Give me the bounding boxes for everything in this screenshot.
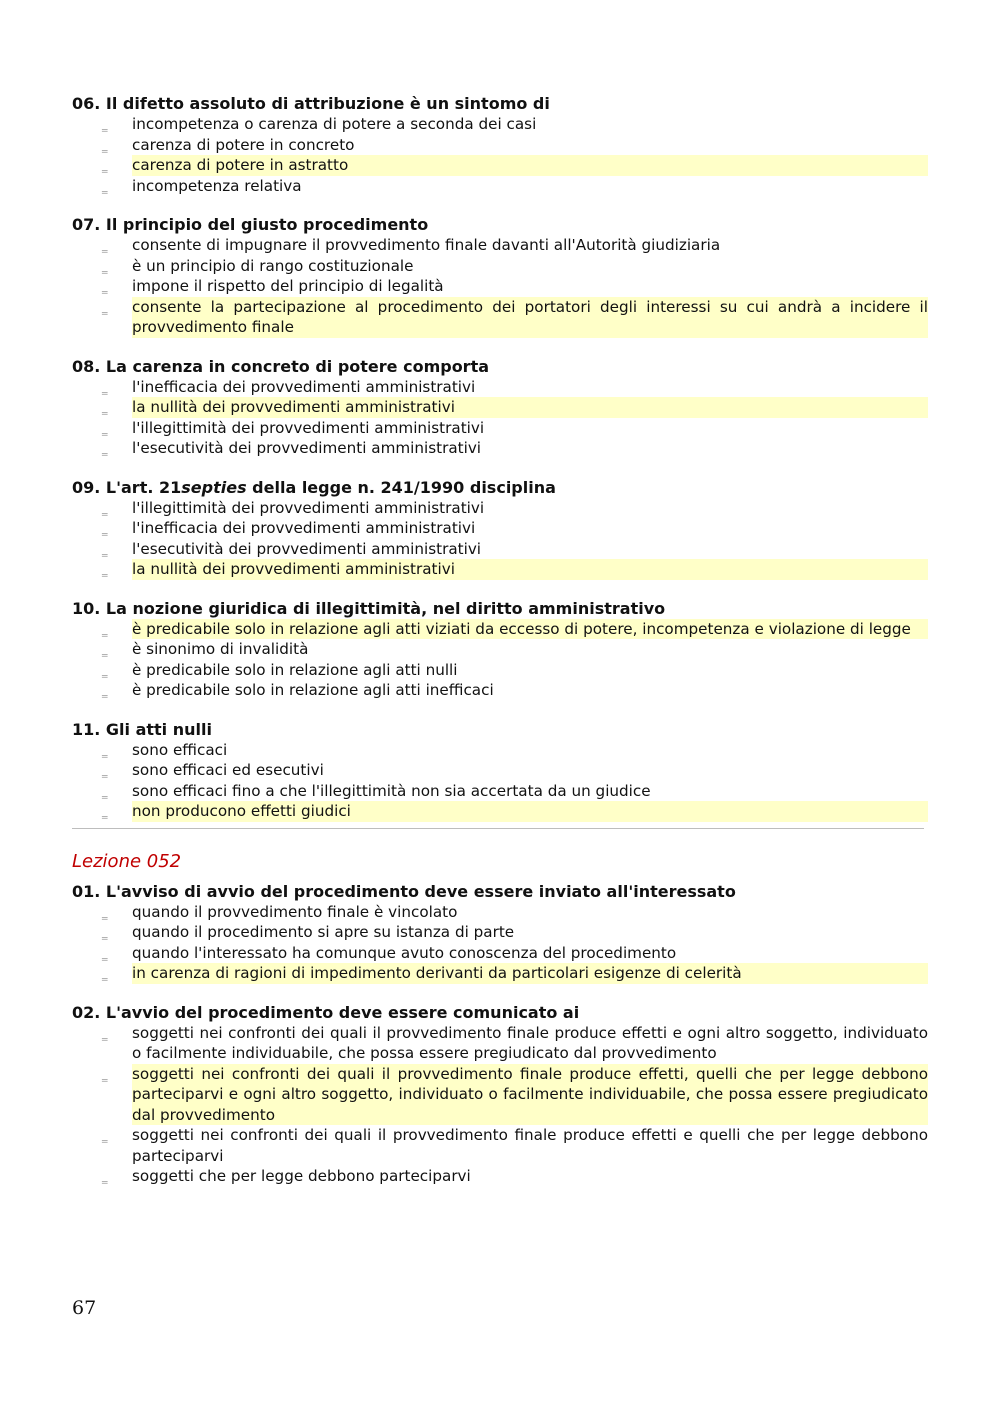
question-title: 08. La carenza in concreto di potere comporta: [72, 356, 490, 376]
answer-option-correct: [72, 397, 928, 418]
answer-option-correct: [72, 1064, 928, 1126]
answer-text: quando il procedimento si apre su istanza di parte: [132, 923, 515, 941]
answer-option: [72, 418, 928, 439]
answer-option: [72, 639, 928, 660]
answer-text: la nullità dei provvedimenti amministrativi: [132, 398, 455, 416]
bullet-dash-icon: ‗: [102, 785, 108, 799]
answer-option: [72, 518, 928, 539]
answer-option: [72, 235, 928, 256]
bullet-dash-icon: ‗: [102, 806, 108, 819]
bullet-dash-icon: ‗: [102, 623, 108, 637]
bullet-dash-icon: ‗: [102, 260, 108, 274]
answer-option: [72, 943, 928, 964]
bullet-dash-icon: ‗: [102, 927, 108, 940]
answer-text: sono efficaci: [132, 740, 228, 759]
answer-text: è sinonimo di invalidità: [132, 640, 309, 658]
bullet-dash-icon: ‗: [102, 139, 108, 153]
answer-text: soggetti che per legge debbono parteciparvi: [132, 1167, 471, 1185]
answer-option-correct: [72, 963, 928, 984]
answer-option: [72, 922, 928, 943]
answer-text: impone il rispetto del principio di legalità: [132, 277, 444, 295]
question-title-part: 09. L'art. 21: [72, 477, 182, 497]
question-title: 07. Il principio del giusto procedimento: [72, 215, 429, 234]
bullet-dash-icon: ‗: [102, 119, 108, 132]
answer-text: sono efficaci ed esecutivi: [132, 761, 324, 779]
answer-option: [72, 377, 928, 398]
answer-option-correct: [72, 801, 928, 822]
bullet-dash-icon: ‗: [102, 543, 108, 557]
question-08: [72, 357, 928, 459]
answer-text: incompetenza relativa: [132, 176, 302, 195]
bullet-dash-icon: ‗: [102, 240, 108, 253]
section-lezione-052: [72, 882, 928, 1187]
question-title: 02. L'avvio del procedimento deve essere comunicato ai: [72, 1002, 580, 1022]
answer-text: soggetti nei confronti dei quali il provvedimento finale produce effetti e ogni altro soggetto, individuato o facilmente individuabile, che possa essere pregiudicato dal provvedimento: [132, 1023, 928, 1062]
answer-text: soggetti nei confronti dei quali il provvedimento finale produce effetti e quelli che per legge debbono parteciparvi: [132, 1126, 928, 1165]
answer-text: è predicabile solo in relazione agli atti viziati da eccesso di potere, incompetenza e violazione di legge: [132, 619, 911, 638]
bullet-dash-icon: ‗: [102, 744, 108, 758]
answer-option: [72, 1125, 928, 1166]
question-title: [72, 478, 928, 498]
answer-text: l'inefficacia dei provvedimenti amministrativi: [132, 519, 476, 537]
question-01: [72, 882, 928, 984]
answer-option: [72, 760, 928, 781]
bullet-dash-icon: ‗: [102, 180, 108, 194]
answer-option: [72, 680, 928, 701]
answer-option: [72, 539, 928, 560]
bullet-dash-icon: ‗: [102, 1068, 108, 1082]
answer-option-correct: [72, 559, 928, 580]
answer-list: [72, 740, 928, 822]
answer-text: quando il provvedimento finale è vincolato: [132, 902, 458, 921]
answer-text: l'inefficacia dei provvedimenti amministrativi: [132, 377, 476, 396]
answer-list: [72, 902, 928, 984]
bullet-dash-icon: ‗: [102, 765, 108, 778]
bullet-dash-icon: ‗: [102, 281, 108, 294]
page-content: [72, 94, 928, 1206]
answer-option-correct: [72, 155, 928, 176]
answer-option: [72, 902, 928, 923]
answer-text: la nullità dei provvedimenti amministrativi: [132, 560, 455, 578]
answer-list: [72, 619, 928, 701]
answer-text: è predicabile solo in relazione agli atti inefficaci: [132, 681, 494, 699]
bullet-dash-icon: ‗: [102, 947, 108, 961]
question-11: [72, 720, 928, 822]
bullet-dash-icon: ‗: [102, 906, 108, 920]
answer-text: carenza di potere in concreto: [132, 135, 355, 154]
answer-text: consente la partecipazione al procedimento dei portatori degli interessi su cui andrà a incidere il provvedimento finale: [132, 297, 928, 336]
bullet-dash-icon: ‗: [102, 160, 108, 173]
bullet-dash-icon: ‗: [102, 381, 108, 395]
answer-text: consente di impugnare il provvedimento finale davanti all'Autorità giudiziaria: [132, 236, 721, 254]
question-title-italic: septies: [181, 477, 247, 497]
answer-text: quando l'interessato ha comunque avuto conoscenza del procedimento: [132, 943, 677, 962]
answer-text: l'illegittimità dei provvedimenti amministrativi: [132, 498, 485, 517]
answer-text: l'esecutività dei provvedimenti amministrativi: [132, 439, 482, 457]
bullet-dash-icon: ‗: [102, 502, 108, 516]
section-lezione-051-tail: [72, 94, 928, 822]
bullet-dash-icon: ‗: [102, 1171, 108, 1184]
answer-text: è un principio di rango costituzionale: [132, 256, 414, 275]
bullet-dash-icon: ‗: [102, 685, 108, 698]
bullet-dash-icon: ‗: [102, 1130, 108, 1143]
answer-option: [72, 660, 928, 681]
bullet-dash-icon: ‗: [102, 1027, 108, 1041]
answer-option: [72, 135, 928, 156]
question-title: 01. L'avviso di avvio del procedimento deve essere inviato all'interessato: [72, 881, 736, 901]
bullet-dash-icon: ‗: [102, 402, 108, 415]
bullet-dash-icon: ‗: [102, 564, 108, 577]
answer-list: [72, 377, 928, 459]
question-02: [72, 1003, 928, 1187]
bullet-dash-icon: ‗: [102, 523, 108, 536]
answer-option: [72, 276, 928, 297]
answer-text: è predicabile solo in relazione agli atti nulli: [132, 660, 458, 679]
bullet-dash-icon: ‗: [102, 422, 108, 436]
answer-text: incompetenza o carenza di potere a seconda dei casi: [132, 115, 537, 133]
answer-option: [72, 114, 928, 135]
bullet-dash-icon: ‗: [102, 301, 108, 315]
answer-option: [72, 498, 928, 519]
question-07: [72, 215, 928, 338]
answer-option: [72, 176, 928, 197]
question-title-part: della legge n. 241/1990 disciplina: [246, 477, 556, 497]
bullet-dash-icon: ‗: [102, 968, 108, 981]
bullet-dash-icon: ‗: [102, 644, 108, 657]
answer-option-correct: [72, 619, 928, 640]
lesson-title: Lezione 052: [72, 850, 182, 872]
question-06: [72, 94, 928, 196]
answer-option: [72, 781, 928, 802]
question-09: [72, 478, 928, 580]
answer-text: in carenza di ragioni di impedimento derivanti da particolari esigenze di celerità: [132, 964, 742, 982]
answer-option: [72, 1023, 928, 1064]
question-title: 06. Il difetto assoluto di attribuzione è un sintomo di: [72, 94, 550, 113]
answer-list: [72, 498, 928, 580]
section-divider: [72, 828, 924, 829]
answer-list: [72, 235, 928, 338]
answer-option: [72, 438, 928, 459]
answer-list: [72, 1023, 928, 1187]
answer-option: [72, 256, 928, 277]
answer-option-correct: [72, 297, 928, 338]
answer-text: carenza di potere in astratto: [132, 156, 349, 174]
question-title: 11. Gli atti nulli: [72, 719, 212, 739]
question-10: [72, 599, 928, 701]
answer-text: non producono effetti giudici: [132, 802, 351, 820]
answer-option: [72, 740, 928, 761]
answer-text: soggetti nei confronti dei quali il provvedimento finale produce effetti, quelli che per legge debbono parteciparvi e ogni altro soggetto, individuato o facilmente individuabile, che possa essere pregiudicato dal provvedimento: [132, 1064, 928, 1124]
answer-text: sono efficaci fino a che l'illegittimità non sia accertata da un giudice: [132, 781, 651, 800]
page-number: 67: [72, 1297, 97, 1319]
bullet-dash-icon: ‗: [102, 443, 108, 456]
answer-option: [72, 1166, 928, 1187]
question-title: 10. La nozione giuridica di illegittimità, nel diritto amministrativo: [72, 598, 666, 618]
answer-text: l'illegittimità dei provvedimenti amministrativi: [132, 418, 485, 437]
answer-text: l'esecutività dei provvedimenti amministrativi: [132, 539, 482, 558]
bullet-dash-icon: ‗: [102, 664, 108, 678]
answer-list: [72, 114, 928, 196]
